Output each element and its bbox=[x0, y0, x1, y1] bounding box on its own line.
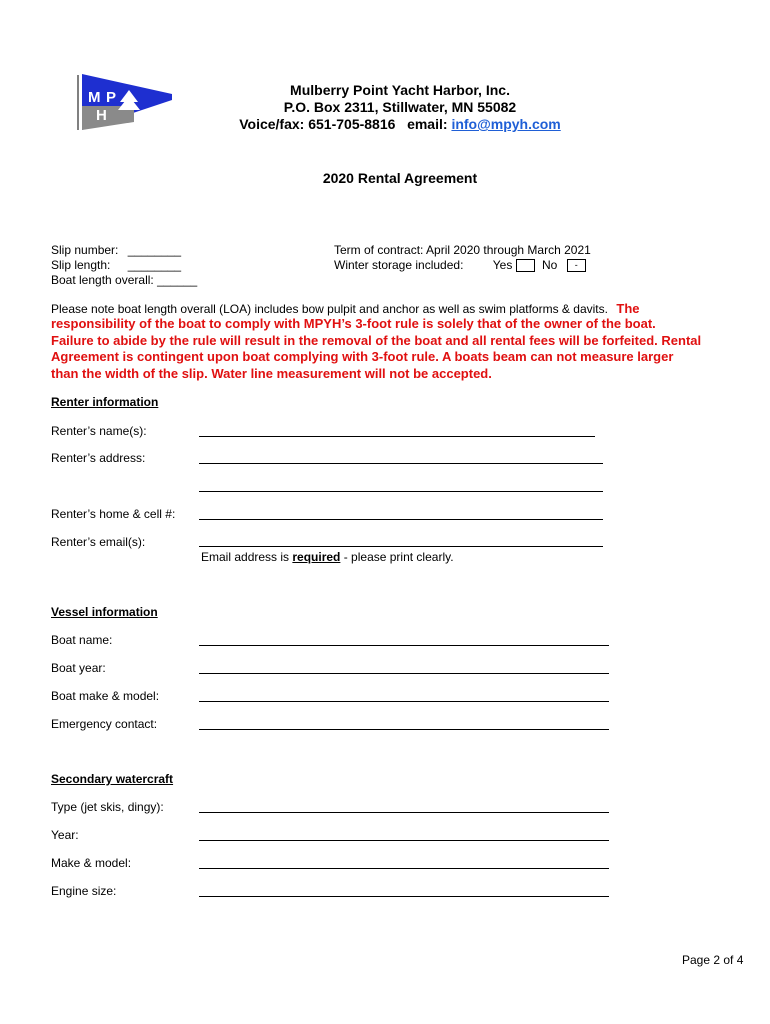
company-contact bbox=[230, 116, 570, 133]
yes-checkbox[interactable] bbox=[516, 259, 535, 272]
renter-address-field-2[interactable] bbox=[199, 491, 603, 492]
secondary-heading: Secondary watercraft bbox=[51, 772, 174, 786]
renter-address-label: Renter’s address: bbox=[51, 451, 146, 465]
email-note-text: Email address is bbox=[201, 550, 293, 564]
boat-name-field[interactable] bbox=[199, 645, 609, 646]
page-number: Page 2 of 4 bbox=[682, 953, 744, 967]
renter-phone-label: Renter’s home & cell #: bbox=[51, 507, 176, 521]
renter-name-label: Renter’s name(s): bbox=[51, 424, 147, 438]
warning-line: than the width of the slip. Water line measurement will not be accepted. bbox=[51, 365, 492, 381]
secondary-make-model-field[interactable] bbox=[199, 868, 609, 869]
renter-address-field[interactable] bbox=[199, 463, 603, 464]
contact-text: Voice/fax: 651-705-8816 email: bbox=[239, 116, 452, 132]
boat-length-text: Boat length overall: bbox=[51, 273, 154, 287]
emergency-contact-label: Emergency contact: bbox=[51, 717, 158, 731]
boat-length-field[interactable]: ______ bbox=[157, 273, 198, 287]
company-logo bbox=[74, 72, 174, 134]
engine-size-field[interactable] bbox=[199, 896, 609, 897]
renter-heading: Renter information bbox=[51, 395, 159, 409]
yes-label: Yes bbox=[492, 258, 513, 272]
engine-size-label: Engine size: bbox=[51, 884, 117, 898]
contract-term: Term of contract: April 2020 through March 2021 bbox=[334, 243, 591, 257]
slip-number-text: Slip number: bbox=[51, 243, 119, 257]
boat-name-label: Boat name: bbox=[51, 633, 113, 647]
renter-phone-field[interactable] bbox=[199, 519, 603, 520]
renter-name-field[interactable] bbox=[199, 436, 595, 437]
email-note bbox=[201, 550, 454, 565]
company-address: P.O. Box 2311, Stillwater, MN 55082 bbox=[283, 99, 517, 115]
secondary-make-model-label: Make & model: bbox=[51, 856, 132, 870]
slip-number-field[interactable]: ________ bbox=[127, 243, 182, 257]
page-title: 2020 Rental Agreement bbox=[322, 170, 478, 186]
warning-block bbox=[51, 316, 701, 382]
svg-text:P: P bbox=[106, 89, 117, 106]
renter-email-field[interactable] bbox=[199, 546, 603, 547]
winter-storage-row bbox=[334, 258, 586, 273]
boat-make-model-field[interactable] bbox=[199, 701, 609, 702]
boat-make-model-label: Boat make & model: bbox=[51, 689, 160, 703]
email-link[interactable]: info@mpyh.com bbox=[451, 116, 561, 132]
email-note-suffix: - please print clearly. bbox=[340, 550, 454, 564]
no-checkbox[interactable]: - bbox=[567, 259, 586, 272]
slip-number-label bbox=[51, 243, 181, 258]
secondary-type-field[interactable] bbox=[199, 812, 609, 813]
slip-length-label bbox=[51, 258, 181, 273]
warning-line: Failure to abide by the rule will result in the removal of the boat and all rental fees will be forfeited. Rental bbox=[51, 332, 702, 348]
boat-year-label: Boat year: bbox=[51, 661, 106, 675]
email-required-text: required bbox=[292, 550, 341, 564]
boat-length-label bbox=[51, 273, 197, 288]
warning-text-start: The bbox=[616, 301, 640, 316]
warning-line: responsibility of the boat to comply with MPYH’s 3-foot rule is solely that of the owner of the boat. bbox=[51, 316, 656, 331]
svg-text:M: M bbox=[88, 89, 101, 106]
company-name: Mulberry Point Yacht Harbor, Inc. bbox=[290, 82, 510, 98]
slip-length-text: Slip length: bbox=[51, 258, 111, 272]
slip-length-field[interactable]: ________ bbox=[127, 258, 182, 272]
emergency-contact-field[interactable] bbox=[199, 729, 609, 730]
no-label: No bbox=[542, 258, 558, 272]
svg-text:H: H bbox=[96, 107, 107, 124]
winter-storage-label: Winter storage included: bbox=[334, 258, 464, 272]
warning-line: Agreement is contingent upon boat complying with 3-foot rule. A boats beam can not measure larger bbox=[51, 349, 674, 364]
secondary-type-label: Type (jet skis, dingy): bbox=[51, 800, 164, 814]
secondary-year-label: Year: bbox=[51, 828, 79, 842]
vessel-heading: Vessel information bbox=[51, 605, 158, 619]
loa-notice-text: Please note boat length overall (LOA) includes bow pulpit and anchor as well as swim platforms & davits. bbox=[51, 302, 608, 316]
boat-year-field[interactable] bbox=[199, 673, 609, 674]
renter-email-label: Renter’s email(s): bbox=[51, 535, 146, 549]
secondary-year-field[interactable] bbox=[199, 840, 609, 841]
